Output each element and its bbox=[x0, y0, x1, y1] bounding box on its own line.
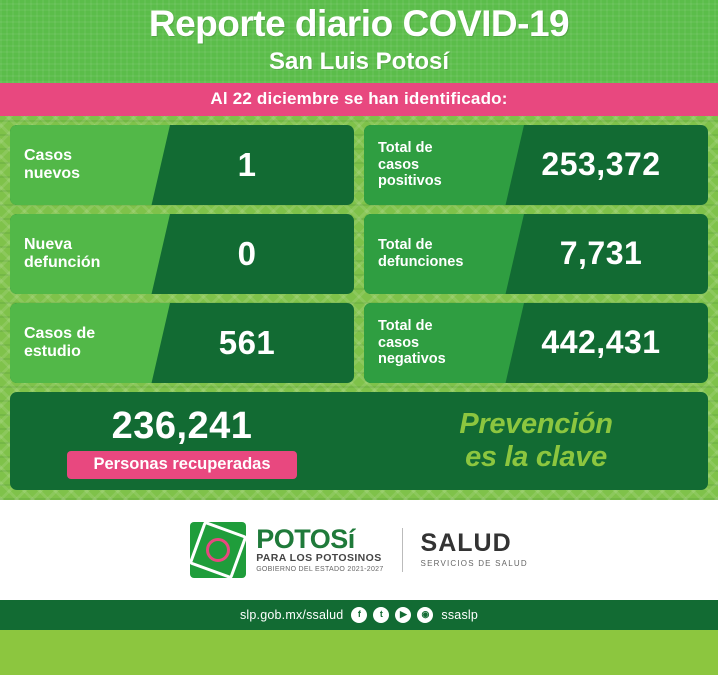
stat-label-total-defunciones bbox=[364, 214, 500, 294]
social-icons bbox=[351, 607, 433, 623]
stat-label-line2: nuevos bbox=[24, 164, 81, 182]
stat-label-line1: Total de bbox=[378, 237, 433, 254]
stat-label-line1: Total de bbox=[378, 318, 433, 335]
stat-label-line2: defunción bbox=[24, 253, 101, 271]
recovered-label: Personas recuperadas bbox=[67, 451, 296, 479]
stat-label-line1: Nueva bbox=[24, 235, 73, 253]
date-banner-text: Al 22 diciembre se han identificado: bbox=[210, 88, 508, 108]
prevention-slogan bbox=[364, 392, 708, 490]
potosi-logo-text bbox=[256, 526, 383, 573]
poster-header bbox=[0, 0, 718, 83]
salud-logo-sub: SERVICIOS DE SALUD bbox=[420, 559, 528, 569]
stat-label-line2: defunciones bbox=[378, 253, 464, 270]
footer-divider bbox=[402, 528, 403, 572]
potosi-logo-main: POTOSí bbox=[256, 524, 355, 555]
stat-label-total-casos-negativos bbox=[364, 303, 500, 383]
stat-label-line1: Total de bbox=[378, 140, 433, 157]
recovered-value: 236,241 bbox=[111, 404, 253, 447]
recovered-prevention-block bbox=[10, 392, 708, 490]
stat-card-nueva-defuncion bbox=[10, 214, 354, 294]
social-handle: ssaslp bbox=[441, 607, 479, 622]
page-title: Reporte diario COVID-19 bbox=[148, 3, 570, 44]
poster-footer bbox=[0, 500, 718, 600]
salud-logo-main: SALUD bbox=[420, 529, 512, 558]
salud-logo bbox=[421, 531, 528, 568]
website-url[interactable]: slp.gob.mx/ssalud bbox=[239, 607, 344, 622]
stats-area bbox=[0, 116, 718, 500]
facebook-icon[interactable]: f bbox=[351, 607, 367, 623]
page-subtitle: San Luis Potosí bbox=[268, 47, 450, 75]
stats-row-2 bbox=[10, 214, 708, 294]
stats-row-1 bbox=[10, 125, 708, 205]
potosi-logo-sub: PARA LOS POTOSINOS bbox=[256, 552, 382, 565]
stat-label-nueva-defuncion bbox=[10, 214, 146, 294]
stat-value-total-defunciones: 7,731 bbox=[559, 235, 643, 272]
potosi-emblem-icon bbox=[190, 522, 246, 578]
stat-value-nueva-defuncion: 0 bbox=[237, 234, 257, 272]
stat-label-line1: Casos bbox=[24, 146, 73, 164]
stat-label-line1: Casos de bbox=[24, 324, 96, 342]
stat-label-casos-de-estudio bbox=[10, 303, 146, 383]
prevention-line1: Prevención bbox=[459, 408, 613, 441]
prevention-line2: es la clave bbox=[465, 440, 607, 473]
stat-label-casos-nuevos bbox=[10, 125, 146, 205]
stat-label-total-casos-positivos bbox=[364, 125, 500, 205]
stat-card-total-casos-positivos bbox=[364, 125, 708, 205]
stat-label-line3: positivos bbox=[378, 172, 442, 189]
stat-label-line2: estudio bbox=[24, 342, 81, 360]
potosi-logo-sub2: GOBIERNO DEL ESTADO 2021-2027 bbox=[256, 565, 384, 573]
stat-label-line3: negativos bbox=[378, 350, 446, 367]
stat-label-line2: casos bbox=[378, 334, 420, 351]
stat-value-total-casos-positivos: 253,372 bbox=[541, 146, 661, 183]
potosi-logo bbox=[190, 522, 383, 578]
stat-label-line2: casos bbox=[378, 156, 420, 173]
twitter-icon[interactable]: t bbox=[373, 607, 389, 623]
date-banner bbox=[0, 83, 718, 116]
stat-value-casos-nuevos: 1 bbox=[237, 145, 257, 183]
stats-row-3 bbox=[10, 303, 708, 383]
social-bar bbox=[0, 600, 718, 630]
stat-card-casos-de-estudio bbox=[10, 303, 354, 383]
stat-card-total-defunciones bbox=[364, 214, 708, 294]
stat-value-total-casos-negativos: 442,431 bbox=[541, 324, 661, 361]
instagram-icon[interactable]: ◉ bbox=[417, 607, 433, 623]
stat-value-casos-de-estudio: 561 bbox=[218, 323, 276, 361]
recovered-section bbox=[10, 392, 354, 490]
stat-card-total-casos-negativos bbox=[364, 303, 708, 383]
stat-card-casos-nuevos bbox=[10, 125, 354, 205]
youtube-icon[interactable]: ▶ bbox=[395, 607, 411, 623]
